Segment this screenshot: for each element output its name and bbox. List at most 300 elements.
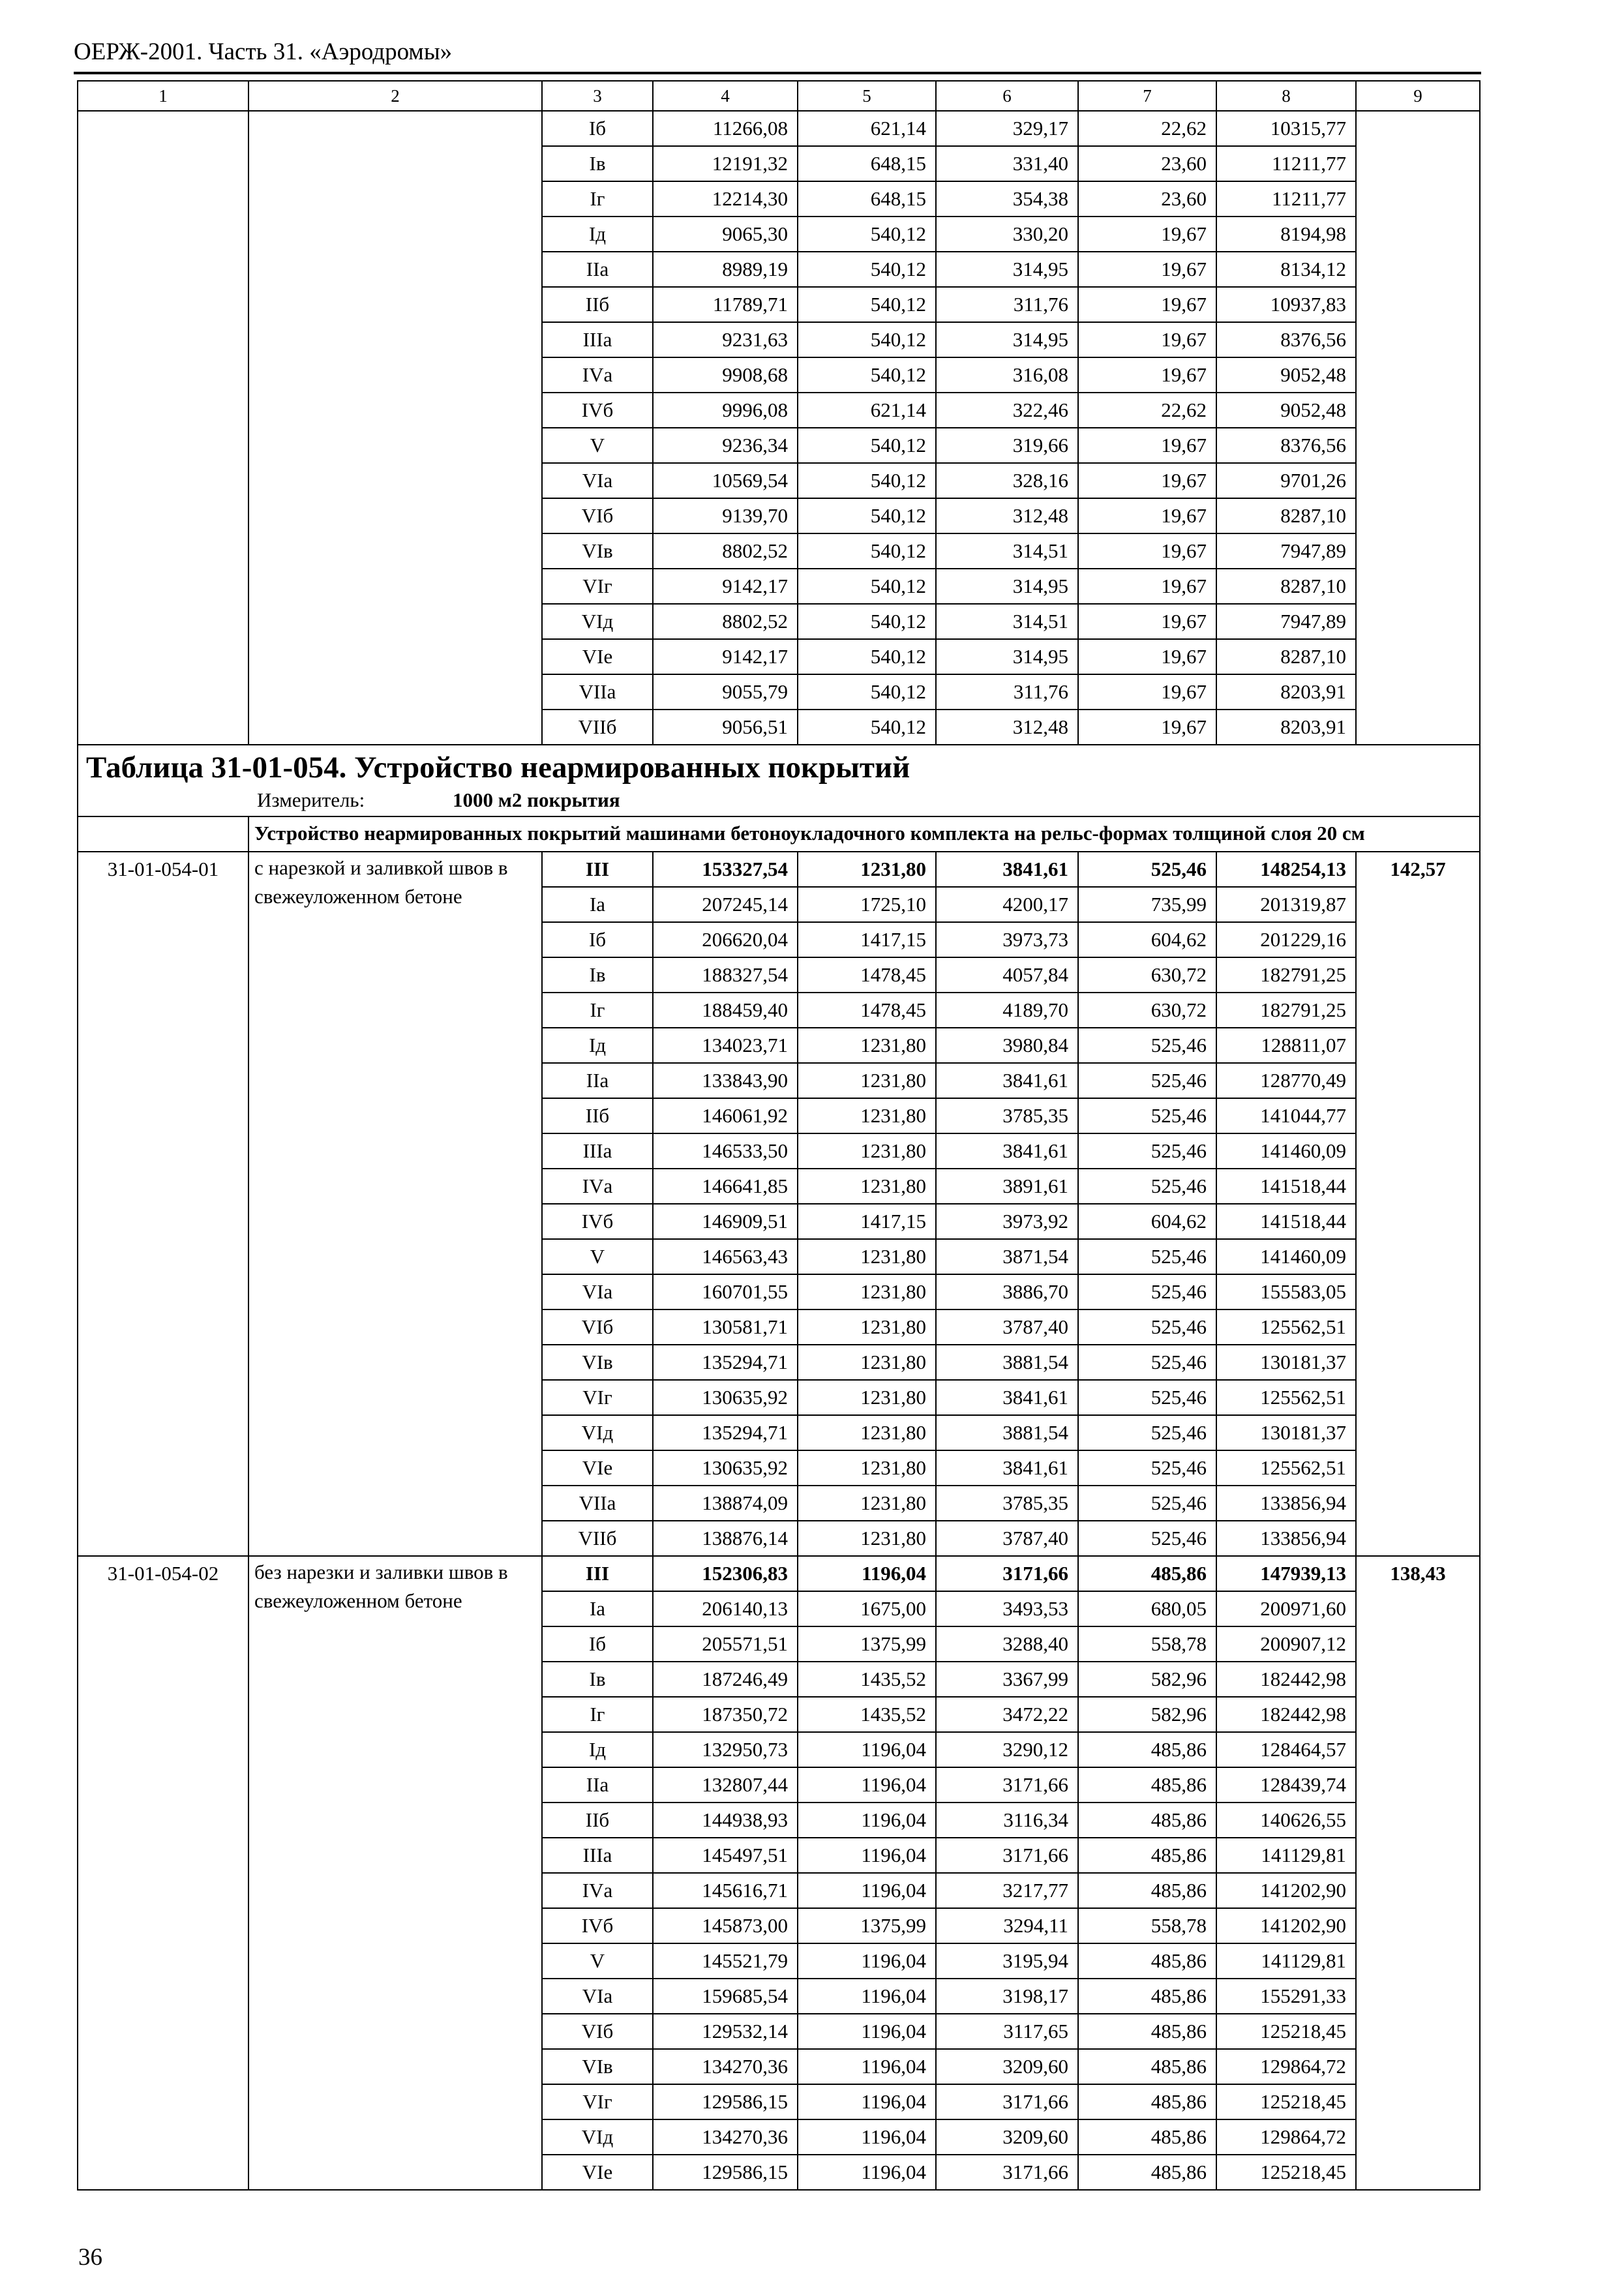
value-cell: 8287,10 <box>1216 569 1356 604</box>
value-cell: 1196,04 <box>798 2049 936 2084</box>
region-category: Iв <box>542 1662 653 1697</box>
region-category: IVб <box>542 393 653 428</box>
value-cell: 3493,53 <box>936 1591 1078 1626</box>
item-code: 31-01-054-01 <box>78 852 248 1556</box>
region-category: IIа <box>542 1063 653 1098</box>
value-cell: 1435,52 <box>798 1662 936 1697</box>
value-cell: 200907,12 <box>1216 1626 1356 1662</box>
value-cell: 648,15 <box>798 146 936 181</box>
region-category: Iа <box>542 1591 653 1626</box>
region-category: VIг <box>542 2084 653 2119</box>
value-cell: 141518,44 <box>1216 1204 1356 1239</box>
region-category: VIв <box>542 1345 653 1380</box>
region-category: IVа <box>542 1873 653 1908</box>
value-cell: 9052,48 <box>1216 393 1356 428</box>
region-category: V <box>542 1943 653 1979</box>
value-cell: 1231,80 <box>798 1450 936 1486</box>
value-cell: 540,12 <box>798 533 936 569</box>
region-category: Iа <box>542 887 653 922</box>
value-cell: 3871,54 <box>936 1239 1078 1274</box>
column-number: 2 <box>248 81 542 111</box>
value-cell: 8194,98 <box>1216 217 1356 252</box>
value-cell: 328,16 <box>936 463 1078 498</box>
column-number: 5 <box>798 81 936 111</box>
value-cell: 540,12 <box>798 639 936 674</box>
value-cell: 138874,09 <box>653 1486 798 1521</box>
value-cell: 146563,43 <box>653 1239 798 1274</box>
value-cell: 311,76 <box>936 287 1078 322</box>
value-cell: 525,46 <box>1078 1169 1216 1204</box>
value-cell: 312,48 <box>936 710 1078 745</box>
region-category: VIIа <box>542 674 653 710</box>
value-cell: 3881,54 <box>936 1415 1078 1450</box>
region-category: Iд <box>542 1028 653 1063</box>
column-number: 8 <box>1216 81 1356 111</box>
column-number: 1 <box>78 81 248 111</box>
region-category: Iг <box>542 1697 653 1732</box>
value-cell: 1417,15 <box>798 922 936 957</box>
value-cell: 1231,80 <box>798 1169 936 1204</box>
value-cell: 525,46 <box>1078 1309 1216 1345</box>
value-cell: 19,67 <box>1078 674 1216 710</box>
value-cell: 4057,84 <box>936 957 1078 993</box>
value-cell: 19,67 <box>1078 604 1216 639</box>
value-cell: 135294,71 <box>653 1415 798 1450</box>
value-cell: 125218,45 <box>1216 2084 1356 2119</box>
value-cell: 4189,70 <box>936 993 1078 1028</box>
column-number: 7 <box>1078 81 1216 111</box>
value-cell: 206620,04 <box>653 922 798 957</box>
value-cell: 12191,32 <box>653 146 798 181</box>
value-cell: 155291,33 <box>1216 1979 1356 2014</box>
region-category: VIв <box>542 2049 653 2084</box>
value-cell: 7947,89 <box>1216 533 1356 569</box>
value-cell: 540,12 <box>798 498 936 533</box>
value-cell: 8203,91 <box>1216 710 1356 745</box>
value-cell: 3217,77 <box>936 1873 1078 1908</box>
value-cell: 540,12 <box>798 674 936 710</box>
value-cell: 9056,51 <box>653 710 798 745</box>
value-cell: 1231,80 <box>798 1098 936 1133</box>
value-cell: 182791,25 <box>1216 993 1356 1028</box>
value-cell: 1675,00 <box>798 1591 936 1626</box>
value-cell: 145497,51 <box>653 1838 798 1873</box>
value-cell: 8287,10 <box>1216 498 1356 533</box>
value-cell: 1196,04 <box>798 1803 936 1838</box>
section-header: Устройство неармированных покрытий машинами бетоноукладочного комплекта на рельс-формах толщиной слоя 20 см <box>248 816 1480 852</box>
value-cell: 7947,89 <box>1216 604 1356 639</box>
value-cell: 1375,99 <box>798 1908 936 1943</box>
region-category: Iд <box>542 217 653 252</box>
value-cell: 354,38 <box>936 181 1078 217</box>
value-cell: 1196,04 <box>798 1767 936 1803</box>
value-cell: 1231,80 <box>798 852 936 887</box>
region-category: V <box>542 428 653 463</box>
table-body <box>78 81 1480 2190</box>
value-cell: 201319,87 <box>1216 887 1356 922</box>
value-cell: 144938,93 <box>653 1803 798 1838</box>
value-cell: 1231,80 <box>798 1521 936 1556</box>
region-category: IVб <box>542 1204 653 1239</box>
value-cell: 604,62 <box>1078 1204 1216 1239</box>
value-cell: 19,67 <box>1078 533 1216 569</box>
value-cell: 129586,15 <box>653 2155 798 2190</box>
value-cell: 3841,61 <box>936 1063 1078 1098</box>
value-cell: 540,12 <box>798 357 936 393</box>
value-cell: 128770,49 <box>1216 1063 1356 1098</box>
value-cell: 19,67 <box>1078 428 1216 463</box>
value-cell: 621,14 <box>798 111 936 146</box>
value-cell: 621,14 <box>798 393 936 428</box>
value-cell: 558,78 <box>1078 1626 1216 1662</box>
blank-code-cell <box>78 111 248 745</box>
value-cell: 128439,74 <box>1216 1767 1356 1803</box>
value-cell: 3973,92 <box>936 1204 1078 1239</box>
value-cell: 4200,17 <box>936 887 1078 922</box>
region-category: IIб <box>542 1803 653 1838</box>
value-cell: 3117,65 <box>936 2014 1078 2049</box>
region-category: Iб <box>542 922 653 957</box>
value-cell: 141044,77 <box>1216 1098 1356 1133</box>
value-cell: 311,76 <box>936 674 1078 710</box>
value-cell: 314,95 <box>936 322 1078 357</box>
region-category: IIб <box>542 287 653 322</box>
value-cell: 540,12 <box>798 604 936 639</box>
region-category: VIа <box>542 1274 653 1309</box>
header-rule <box>74 72 1481 74</box>
value-cell: 3171,66 <box>936 1838 1078 1873</box>
value-cell: 525,46 <box>1078 1098 1216 1133</box>
region-category: III <box>542 852 653 887</box>
region-category: VIб <box>542 498 653 533</box>
region-category: Iв <box>542 957 653 993</box>
value-cell: 205571,51 <box>653 1626 798 1662</box>
value-cell: 9055,79 <box>653 674 798 710</box>
value-cell: 525,46 <box>1078 1415 1216 1450</box>
value-cell: 1231,80 <box>798 1345 936 1380</box>
value-cell: 525,46 <box>1078 1450 1216 1486</box>
value-cell: 8134,12 <box>1216 252 1356 287</box>
value-cell: 8802,52 <box>653 604 798 639</box>
region-category: Iг <box>542 181 653 217</box>
value-cell: 182791,25 <box>1216 957 1356 993</box>
value-cell: 485,86 <box>1078 1767 1216 1803</box>
value-cell: 630,72 <box>1078 957 1216 993</box>
value-cell: 540,12 <box>798 569 936 604</box>
value-cell: 8802,52 <box>653 533 798 569</box>
measure-value: 1000 м2 покрытия <box>453 788 620 811</box>
region-category: IIа <box>542 252 653 287</box>
value-cell: 11211,77 <box>1216 181 1356 217</box>
region-category: VIб <box>542 2014 653 2049</box>
value-cell: 1231,80 <box>798 1063 936 1098</box>
value-cell: 187350,72 <box>653 1697 798 1732</box>
value-cell: 146061,92 <box>653 1098 798 1133</box>
region-category: IIIа <box>542 1133 653 1169</box>
value-cell: 132950,73 <box>653 1732 798 1767</box>
value-cell: 23,60 <box>1078 146 1216 181</box>
value-cell: 3891,61 <box>936 1169 1078 1204</box>
value-cell: 525,46 <box>1078 1133 1216 1169</box>
column-number: 3 <box>542 81 653 111</box>
value-cell: 3171,66 <box>936 1556 1078 1591</box>
region-category: VIд <box>542 604 653 639</box>
value-cell: 3288,40 <box>936 1626 1078 1662</box>
value-cell: 485,86 <box>1078 2155 1216 2190</box>
value-cell: 130581,71 <box>653 1309 798 1345</box>
region-category: VIг <box>542 1380 653 1415</box>
measure-line <box>86 787 1471 813</box>
section-header-spacer <box>78 816 248 852</box>
value-cell: 12214,30 <box>653 181 798 217</box>
value-cell: 153327,54 <box>653 852 798 887</box>
item-col9: 142,57 <box>1356 852 1480 1556</box>
region-category: VIб <box>542 1309 653 1345</box>
value-cell: 129586,15 <box>653 2084 798 2119</box>
value-cell: 525,46 <box>1078 852 1216 887</box>
value-cell: 630,72 <box>1078 993 1216 1028</box>
region-category: IVа <box>542 357 653 393</box>
item-code: 31-01-054-02 <box>78 1556 248 2190</box>
value-cell: 525,46 <box>1078 1239 1216 1274</box>
value-cell: 3980,84 <box>936 1028 1078 1063</box>
section-header-row <box>78 816 1480 852</box>
value-cell: 1196,04 <box>798 1979 936 2014</box>
value-cell: 485,86 <box>1078 2049 1216 2084</box>
value-cell: 19,67 <box>1078 217 1216 252</box>
value-cell: 1231,80 <box>798 1028 936 1063</box>
value-cell: 133856,94 <box>1216 1521 1356 1556</box>
value-cell: 9142,17 <box>653 569 798 604</box>
value-cell: 19,67 <box>1078 639 1216 674</box>
page-number: 36 <box>78 2244 102 2271</box>
value-cell: 525,46 <box>1078 1274 1216 1309</box>
value-cell: 735,99 <box>1078 887 1216 922</box>
region-category: VIд <box>542 1415 653 1450</box>
value-cell: 9142,17 <box>653 639 798 674</box>
value-cell: 316,08 <box>936 357 1078 393</box>
region-category: VIе <box>542 2155 653 2190</box>
value-cell: 135294,71 <box>653 1345 798 1380</box>
value-cell: 200971,60 <box>1216 1591 1356 1626</box>
value-cell: 3195,94 <box>936 1943 1078 1979</box>
value-cell: 19,67 <box>1078 252 1216 287</box>
value-cell: 9065,30 <box>653 217 798 252</box>
table-row <box>78 852 1480 887</box>
value-cell: 525,46 <box>1078 1486 1216 1521</box>
value-cell: 485,86 <box>1078 1943 1216 1979</box>
value-cell: 152306,83 <box>653 1556 798 1591</box>
value-cell: 582,96 <box>1078 1697 1216 1732</box>
value-cell: 22,62 <box>1078 393 1216 428</box>
value-cell: 3841,61 <box>936 1133 1078 1169</box>
value-cell: 1231,80 <box>798 1133 936 1169</box>
value-cell: 145616,71 <box>653 1873 798 1908</box>
value-cell: 3209,60 <box>936 2119 1078 2155</box>
value-cell: 19,67 <box>1078 322 1216 357</box>
rates-table <box>77 80 1481 2191</box>
value-cell: 130635,92 <box>653 1380 798 1415</box>
value-cell: 312,48 <box>936 498 1078 533</box>
value-cell: 125562,51 <box>1216 1309 1356 1345</box>
value-cell: 9908,68 <box>653 357 798 393</box>
value-cell: 129532,14 <box>653 2014 798 2049</box>
region-category: VIе <box>542 639 653 674</box>
value-cell: 1196,04 <box>798 2155 936 2190</box>
value-cell: 3294,11 <box>936 1908 1078 1943</box>
value-cell: 314,95 <box>936 252 1078 287</box>
value-cell: 604,62 <box>1078 922 1216 957</box>
value-cell: 314,95 <box>936 639 1078 674</box>
region-category: V <box>542 1239 653 1274</box>
value-cell: 125218,45 <box>1216 2155 1356 2190</box>
value-cell: 558,78 <box>1078 1908 1216 1943</box>
value-cell: 141129,81 <box>1216 1943 1356 1979</box>
value-cell: 9231,63 <box>653 322 798 357</box>
column-number-row <box>78 81 1480 111</box>
value-cell: 10569,54 <box>653 463 798 498</box>
value-cell: 3785,35 <box>936 1098 1078 1133</box>
item-name: с нарезкой и заливкой швов в свежеуложенном бетоне <box>248 852 542 1556</box>
value-cell: 1417,15 <box>798 1204 936 1239</box>
table-row <box>78 111 1480 146</box>
value-cell: 3841,61 <box>936 1450 1078 1486</box>
value-cell: 3787,40 <box>936 1309 1078 1345</box>
value-cell: 19,67 <box>1078 498 1216 533</box>
value-cell: 19,67 <box>1078 569 1216 604</box>
value-cell: 155583,05 <box>1216 1274 1356 1309</box>
value-cell: 8203,91 <box>1216 674 1356 710</box>
value-cell: 314,95 <box>936 569 1078 604</box>
region-category: IVб <box>542 1908 653 1943</box>
value-cell: 11789,71 <box>653 287 798 322</box>
value-cell: 128464,57 <box>1216 1732 1356 1767</box>
table-title-cell <box>78 745 1480 816</box>
value-cell: 188327,54 <box>653 957 798 993</box>
region-category: VIIб <box>542 1521 653 1556</box>
value-cell: 19,67 <box>1078 710 1216 745</box>
region-category: Iг <box>542 993 653 1028</box>
value-cell: 138876,14 <box>653 1521 798 1556</box>
value-cell: 159685,54 <box>653 1979 798 2014</box>
value-cell: 129864,72 <box>1216 2049 1356 2084</box>
region-category: Iд <box>542 1732 653 1767</box>
value-cell: 1196,04 <box>798 1556 936 1591</box>
value-cell: 207245,14 <box>653 887 798 922</box>
value-cell: 1478,45 <box>798 993 936 1028</box>
region-category: IIIа <box>542 322 653 357</box>
value-cell: 3116,34 <box>936 1803 1078 1838</box>
value-cell: 160701,55 <box>653 1274 798 1309</box>
value-cell: 540,12 <box>798 710 936 745</box>
region-category: VIе <box>542 1450 653 1486</box>
value-cell: 1196,04 <box>798 2119 936 2155</box>
value-cell: 9139,70 <box>653 498 798 533</box>
running-header: ОЕРЖ-2001. Часть 31. «Аэродромы» <box>74 38 453 65</box>
value-cell: 485,86 <box>1078 2084 1216 2119</box>
value-cell: 582,96 <box>1078 1662 1216 1697</box>
value-cell: 1196,04 <box>798 2014 936 2049</box>
value-cell: 525,46 <box>1078 1521 1216 1556</box>
value-cell: 148254,13 <box>1216 852 1356 887</box>
value-cell: 485,86 <box>1078 1979 1216 2014</box>
value-cell: 1231,80 <box>798 1239 936 1274</box>
region-category: VIIа <box>542 1486 653 1521</box>
value-cell: 322,46 <box>936 393 1078 428</box>
value-cell: 188459,40 <box>653 993 798 1028</box>
table-title: Таблица 31-01-054. Устройство неармированных покрытий <box>86 751 910 785</box>
value-cell: 1231,80 <box>798 1486 936 1521</box>
value-cell: 9052,48 <box>1216 357 1356 393</box>
region-category: VIIб <box>542 710 653 745</box>
region-category: Iв <box>542 146 653 181</box>
value-cell: 3881,54 <box>936 1345 1078 1380</box>
value-cell: 3367,99 <box>936 1662 1078 1697</box>
value-cell: 145873,00 <box>653 1908 798 1943</box>
value-cell: 329,17 <box>936 111 1078 146</box>
value-cell: 1231,80 <box>798 1415 936 1450</box>
value-cell: 206140,13 <box>653 1591 798 1626</box>
table-title-row <box>78 745 1480 816</box>
value-cell: 1478,45 <box>798 957 936 993</box>
value-cell: 485,86 <box>1078 1803 1216 1838</box>
column-number: 4 <box>653 81 798 111</box>
value-cell: 11211,77 <box>1216 146 1356 181</box>
value-cell: 182442,98 <box>1216 1697 1356 1732</box>
value-cell: 147939,13 <box>1216 1556 1356 1591</box>
value-cell: 19,67 <box>1078 287 1216 322</box>
value-cell: 540,12 <box>798 287 936 322</box>
value-cell: 1231,80 <box>798 1309 936 1345</box>
value-cell: 146641,85 <box>653 1169 798 1204</box>
value-cell: 485,86 <box>1078 2119 1216 2155</box>
value-cell: 134270,36 <box>653 2119 798 2155</box>
value-cell: 331,40 <box>936 146 1078 181</box>
value-cell: 125562,51 <box>1216 1450 1356 1486</box>
value-cell: 141202,90 <box>1216 1908 1356 1943</box>
region-category: VIд <box>542 2119 653 2155</box>
value-cell: 19,67 <box>1078 463 1216 498</box>
value-cell: 8376,56 <box>1216 322 1356 357</box>
value-cell: 314,51 <box>936 533 1078 569</box>
value-cell: 201229,16 <box>1216 922 1356 957</box>
value-cell: 141202,90 <box>1216 1873 1356 1908</box>
value-cell: 3841,61 <box>936 1380 1078 1415</box>
region-category: VIа <box>542 463 653 498</box>
item-name: без нарезки и заливки швов в свежеуложенном бетоне <box>248 1556 542 2190</box>
value-cell: 3171,66 <box>936 2084 1078 2119</box>
value-cell: 3472,22 <box>936 1697 1078 1732</box>
value-cell: 3787,40 <box>936 1521 1078 1556</box>
value-cell: 540,12 <box>798 322 936 357</box>
region-category: VIв <box>542 533 653 569</box>
value-cell: 1435,52 <box>798 1697 936 1732</box>
value-cell: 11266,08 <box>653 111 798 146</box>
measure-label: Измеритель: <box>257 788 365 811</box>
value-cell: 133843,90 <box>653 1063 798 1098</box>
value-cell: 3785,35 <box>936 1486 1078 1521</box>
region-category: III <box>542 1556 653 1591</box>
value-cell: 141129,81 <box>1216 1838 1356 1873</box>
region-category: IVа <box>542 1169 653 1204</box>
value-cell: 3209,60 <box>936 2049 1078 2084</box>
value-cell: 485,86 <box>1078 1838 1216 1873</box>
value-cell: 1196,04 <box>798 1943 936 1979</box>
value-cell: 134270,36 <box>653 2049 798 2084</box>
column-number: 9 <box>1356 81 1480 111</box>
value-cell: 314,51 <box>936 604 1078 639</box>
value-cell: 1231,80 <box>798 1274 936 1309</box>
